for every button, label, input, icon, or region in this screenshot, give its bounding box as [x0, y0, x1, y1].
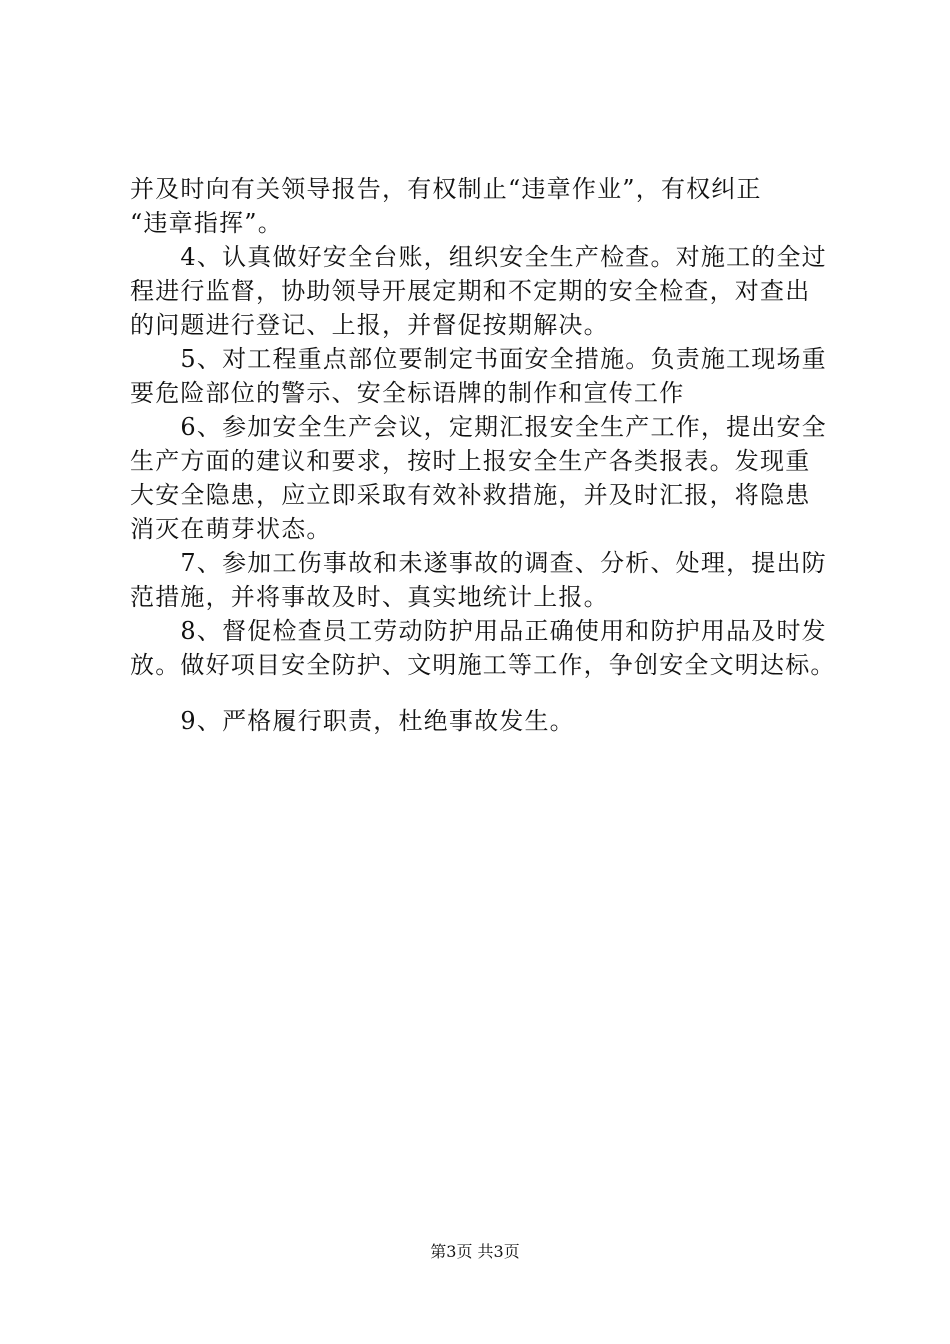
text-line: 放。做好项目安全防护、文明施工等工作，争创安全文明达标。 [130, 651, 836, 679]
text-line: “违章指挥”。 [130, 209, 283, 237]
text-line: 并及时向有关领导报告，有权制止“违章作业”，有权纠正 [130, 175, 762, 203]
text-line: 程进行监督，协助领导开展定期和不定期的安全检查，对查出 [130, 277, 811, 305]
document-body [130, 172, 850, 738]
text-line: 4、认真做好安全台账，组织安全生产检查。对施工的全过 [130, 243, 827, 271]
text-line: 的问题进行登记、上报，并督促按期解决。 [130, 311, 609, 339]
paragraph-spacer [130, 682, 850, 704]
text-line: 8、督促检查员工劳动防护用品正确使用和防护用品及时发 [130, 617, 827, 645]
text-line: 生产方面的建议和要求，按时上报安全生产各类报表。发现重 [130, 447, 811, 475]
text-line: 5、对工程重点部位要制定书面安全措施。负责施工现场重 [130, 345, 827, 373]
page-number-footer: 第3页 共3页 [430, 1242, 520, 1261]
text-line: 大安全隐患，应立即采取有效补救措施，并及时汇报，将隐患 [130, 481, 811, 509]
text-line: 范措施，并将事故及时、真实地统计上报。 [130, 583, 609, 611]
text-line: 7、参加工伤事故和未遂事故的调查、分析、处理，提出防 [130, 549, 827, 577]
text-line-last: 9、严格履行职责，杜绝事故发生。 [130, 707, 575, 735]
text-line: 6、参加安全生产会议，定期汇报安全生产工作，提出安全 [130, 413, 827, 441]
text-line: 消灭在萌芽状态。 [130, 515, 332, 543]
text-line: 要危险部位的警示、安全标语牌的制作和宣传工作 [130, 379, 685, 407]
